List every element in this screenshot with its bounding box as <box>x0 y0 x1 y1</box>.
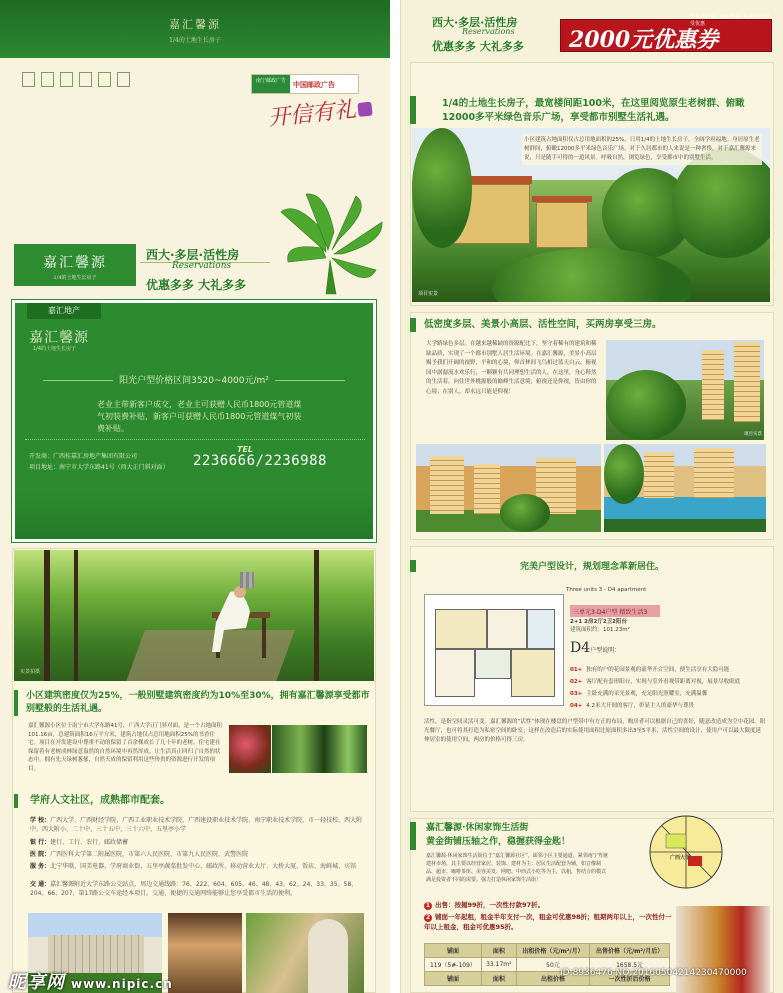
post-logo-name: 中国邮政广告 <box>290 75 358 93</box>
table-header: 面积 <box>481 972 516 986</box>
tagline-promo: 优惠多多 大礼多多 <box>146 278 247 292</box>
right-tagline-promo: 优惠多多 大礼多多 <box>432 40 524 53</box>
open-gift-script: 开信有礼 <box>267 91 374 133</box>
table-header: 出租价格（元/m²/月） <box>516 944 589 958</box>
right-tagline-title: 西大·多层·活性房 <box>432 16 518 29</box>
offer-rent: 2 铺面一年起租，租金半年支付一次，租金可优惠98折；租期两年以上，一次性付一年以上租金，租金可优惠95折。 <box>424 913 672 931</box>
sec1-heading: 1/4的土地生长房子，最宽楼间距100米，在这里阅览原生老树群、俯瞰12000多平米绿色音乐广场，享受都市别墅生活礼遇。 <box>442 98 745 123</box>
table-header: 出售价格（元/m²/月后） <box>590 944 670 958</box>
tagline-title: 西大·多层·活性房 <box>146 248 240 262</box>
location-map <box>612 812 762 890</box>
card-footer-band <box>15 493 373 539</box>
project-address: 项目地址：南宁市大学东路41号（西大正门斜对面） <box>29 464 169 471</box>
header-brand: 嘉汇馨源 1/4的土地生长房子 <box>0 16 390 44</box>
unit-note: 04+ 4.2米大开间的客厅，彰显主人的豪华与尊贵 <box>570 703 695 709</box>
sec2-body: 大学路绿色多层。在越来越稀缺的资源配比下，坚守着稀有的建筑和稀缺品质，实现了一个都市别墅人居生活环境。在嘉汇馨源，美景小高层赐予我们开阔的视野，平和的心境，仰首林间飞鸟相过蓝天白云，俯视园中潺潺流水欢乐行，一颗颗有共同理想生活的人，在这里，身心释然的生活着，向往世外桃源般的巅峰生活意境，俯视还是仰视，皆由你的心境；在别人，却永远只能是仰视！ <box>426 341 597 395</box>
amenity-schools: 学 校：广西大学、广西财经学院、广西工业职业技术学院、广西建设职业技术学院、南宁职业技术学院、市一轻技校、西大附中、西大附小、二十中、三十五中、三十六中、五里亭小学 <box>30 817 363 833</box>
unit-note: 03+ 主卧充满的采光景观，充足阳光照耀室，充满温馨 <box>570 691 708 697</box>
table-header: 铺面 <box>425 944 482 958</box>
card-brand-name: 嘉汇馨源 <box>29 330 89 346</box>
plan-en: Three units 3 - D4 apartment <box>566 587 647 593</box>
brand-name-sub: 1/4的土地生长房子 <box>53 275 97 281</box>
sec1-body: 小区建筑占地面积仅占总用地面积的25%。只用1/4的土地生长房子，全阔学府福地。身居原生老树群间，俯瞰12000多平米绿色音乐广场。对于久居都市的人来说是一种奢侈，对于嘉汇馨源来说，只是随手可得的一道风景。呼吸自然，浏览绿色，享受都市中的别墅生活。 <box>522 134 762 165</box>
interior-photo <box>676 906 770 993</box>
referral-offer: 老业主带新客户成交，老业主可获赠人民币1800元管道煤气初装费补贴，新客户可获赠人民币1800元管道煤气初装费补贴。 <box>97 400 302 433</box>
unit-notes <box>570 664 766 712</box>
page-gutter <box>390 0 400 993</box>
blurred-face <box>240 572 254 588</box>
left-header-band <box>0 0 390 58</box>
unit-note: 02+ 客厅配有套形阳台，实现与室外看观带距离对视，展景尽收眼底 <box>570 679 741 685</box>
shop-price-table <box>424 943 670 986</box>
sec2-caption: 项目实景 <box>744 432 762 437</box>
table-cell: 119（5#-109） <box>425 958 482 972</box>
sec1-caption: 项目实景 <box>418 291 439 297</box>
card-divider <box>25 439 365 440</box>
garden-caption: 实景拍摄 <box>20 669 41 675</box>
culture-rule <box>14 794 18 808</box>
card-brand-sub: 1/4的土地生长房子 <box>33 346 77 352</box>
table-header: 面积 <box>481 944 516 958</box>
amenity-hospitals: 医 院：广西医科大学第二附属医院、市第六人民医院、市第九人民医院、武警医院 <box>30 851 249 858</box>
sec3-heading: 完美户型设计，规划理念革新居住。 <box>520 562 665 572</box>
post-logo-tag: 南宁邮政广告 <box>252 75 290 93</box>
amenity-services: 服 务：北宁华联、国美电器、学府商业街、五里亭蔬菜批发中心、邮政所、移动营业大厅、大桥大厦、饭店、海鲜城、宾馆 <box>30 863 357 870</box>
tagline-en: Reservations <box>172 261 232 271</box>
sec2-heading: 低密度多层、美景小高层、活性空间，买两房享受三房。 <box>424 319 662 330</box>
unit-label: 户型说明： <box>590 647 621 654</box>
table-cell: 50元 <box>516 958 589 972</box>
resting-man-figure <box>210 582 272 662</box>
coupon-text: 2000元优惠券 <box>569 27 719 53</box>
watermark-url: www.nipic.cn <box>71 977 173 991</box>
map-label: 广西大学 <box>670 855 691 861</box>
residential-towers-photo <box>416 444 601 532</box>
plan-spec: 2+1 2房2厅2卫2阳台 <box>570 619 627 625</box>
table-cell: 1658.5元 <box>590 958 670 972</box>
unit-code: D4户型说明： <box>570 640 621 656</box>
sec2-rule <box>410 318 416 332</box>
market-photo <box>246 913 364 993</box>
developer: 开发商：广西桂嘉汇房地产集团有限公司 <box>29 453 138 460</box>
phone-number[interactable]: 2236666/2236988 <box>193 453 327 469</box>
sec4-heading1: 嘉汇馨源·休闲家饰生活街 <box>426 823 529 833</box>
image-id-watermark: ID:8936476 NO:20160504214230470000 <box>560 968 747 978</box>
garden-photo <box>14 550 374 681</box>
pool-photo <box>604 444 766 532</box>
sec4-heading2: 黄金街铺压轴之作，稳握获得金匙！ <box>426 837 571 847</box>
sec1-rule <box>410 96 416 124</box>
amenity-banks: 银 行：建行、工行、农行、邮政储蓄 <box>30 839 129 846</box>
sec4-body: 嘉汇馨源·休闲家饰生活街位于“嘉汇馨源社区”，面邻小区主要通道，紧邻南宁驾驰建材市场，其主要以经营家居、装饰、建材为主；居民生活配套为辅，如音像制品、超市、咖啡茶座、美容美发、网吧、中西式小吃等为主，以租、售结合的模式满足投资者不同的需要。强力打造休闲家饰生活街！ <box>426 853 608 883</box>
sec3-rule <box>410 560 416 572</box>
table-header: 一次性折后价格 <box>590 972 670 986</box>
developer-info <box>29 451 169 473</box>
post-logo <box>251 74 359 94</box>
bamboo-photo <box>272 725 367 773</box>
right-tagline-en: Reservations <box>462 27 515 36</box>
lotus-photo <box>229 725 271 773</box>
brand-name-tab: 嘉汇馨源 1/4的土地生长房子 <box>14 244 136 286</box>
plan-tag: 三单元3-D4户型 精致生活3 <box>570 605 660 617</box>
info-card <box>12 300 376 542</box>
header-brand-sub: 1/4的土地生长房子 <box>169 37 221 44</box>
site-watermark: 昵享网 www.nipic.cn <box>8 972 173 993</box>
palm-leaf-icon <box>276 192 384 296</box>
density-heading: 小区建筑密度仅为25%，一般别墅建筑密度约为10%至30%，拥有嘉汇馨源享受都市别墅般的生活礼遇。 <box>26 691 370 714</box>
amenity-transport: 交 通：嘉汇馨源附近大学东路公交站点，周边交通线路：76、222、604、605、46、48、43、62、24、33、35、58、204、66、207、第17路公交车途经本项目。交通、便捷的交通网络能够让您享受都市生活的便利。 <box>30 881 358 897</box>
culture-heading: 学府人文社区，成熟都市配套。 <box>30 795 170 806</box>
card-tab: 嘉汇地产 <box>27 303 101 319</box>
tower-park-photo <box>606 340 764 440</box>
coupon-note: 持本券到嘉汇馨源售楼中心购房即享受优惠 <box>690 14 771 27</box>
density-rule <box>14 690 18 716</box>
floor-plan <box>424 594 564 706</box>
gift-box-icon <box>357 102 372 117</box>
sec4-rule <box>410 822 416 850</box>
shopping-street-photo <box>168 913 242 993</box>
stamp-boxes <box>22 72 130 87</box>
table-cell: 33.17m² <box>481 958 516 972</box>
table-header: 铺面 <box>425 972 482 986</box>
price-range: 阳光户型价格区间3520~4000元/m² <box>15 373 373 386</box>
offer-sale: 1 出售：按揭99折，一次性付款97折。 <box>425 901 545 909</box>
tel-label: TEL <box>237 445 254 454</box>
table-header-row <box>425 944 670 958</box>
unit-note: 01+ 独有的户的花园景观的豪华开合空间，便生活享有大隐可能 <box>570 667 730 673</box>
density-body: 嘉汇馨源小区位于南宁市大学东路41号，广西大学正门斜对面。是一个占地面积101.16亩，总建筑面积16万平方米，建筑占地仅占总用地面积25%的书香住宅。项目在开发建设中尊重不动的保留了百余棵成长了几十年的老树。住宅建在保留着有老树成林绿意盎然的自然环境中再然浑成，让生活真正回归了自然的状态中。拥有先天绿树葱郁，自然天成的保留利用这些珍贵的资源进行开发的项目。 <box>28 723 223 772</box>
sec3-body: 活性，是指空间灵活可变。嘉汇馨源的“活性”体现在楼盘的户型带中有方正的布局，购房者可以根据自己的喜好，随意改造成为空中花园、阳光餐厅，也可将其打造为私密空间的卧室；这样在改造后的实际使用面积比原面积多出3至5平米，活性空间的设计，使用户可以最大限度延伸居室的使用空间，两房的价格可得三房。 <box>424 719 766 743</box>
table-header: 出租价格 <box>516 972 589 986</box>
plan-area: 建筑面积约：101.23m² <box>570 627 630 633</box>
